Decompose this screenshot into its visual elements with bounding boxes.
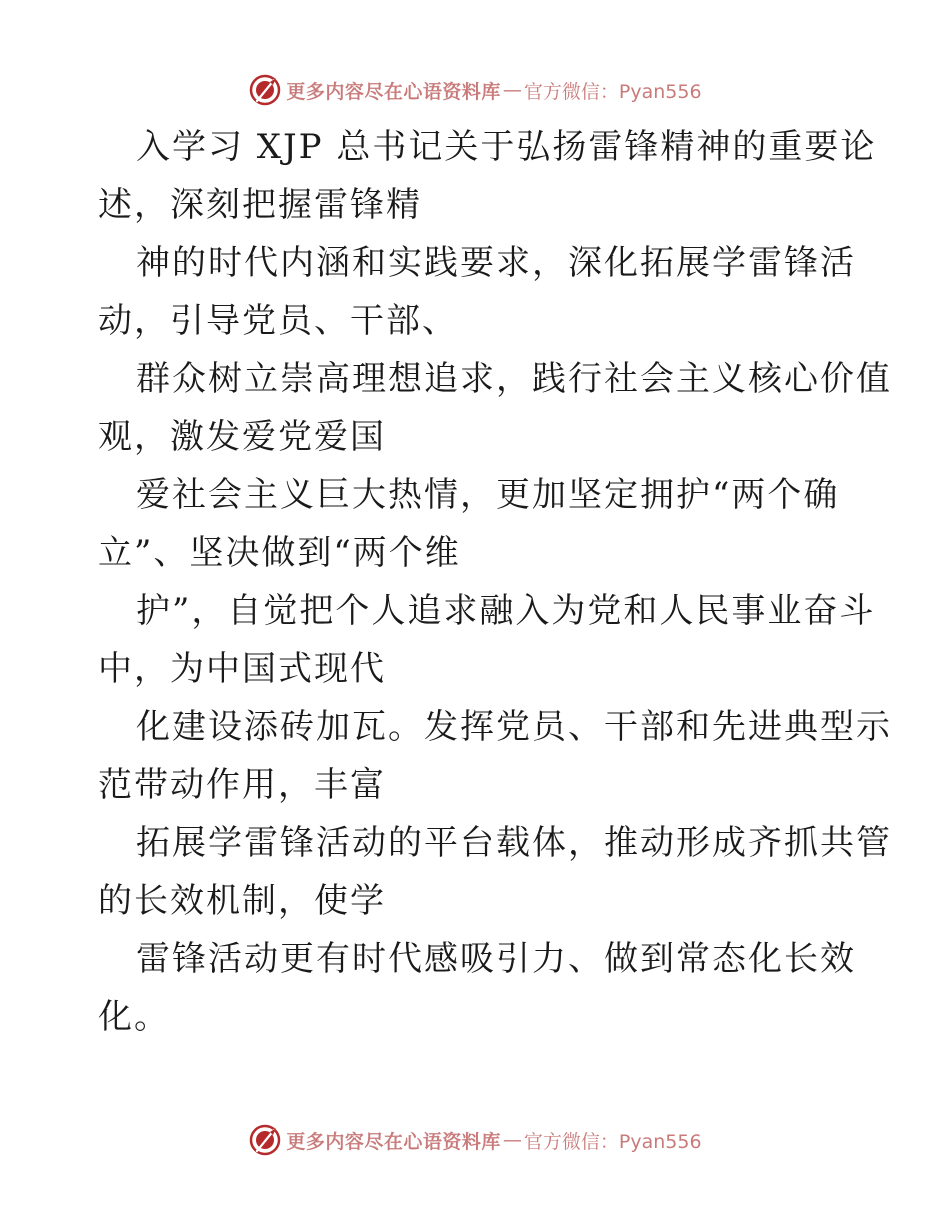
body-line: 神的时代内涵和实践要求，深化拓展学雷锋活 [136,243,856,283]
body-line: 述，深刻把握雷锋精 [98,185,422,225]
header-wechat: 官方微信：Pyan556 [523,80,702,103]
body-line: 动，引导党员、干部、 [98,301,458,341]
body-line: 入学习 XJP 总书记关于弘扬雷锋精神的重要论 [136,127,877,167]
body-line: 观，激发爱党爱国 [98,417,386,457]
body-line: 雷锋活动更有时代感吸引力、做到常态化长效 [136,939,856,979]
document-body [98,118,892,1046]
body-line: 的长效机制，使学 [98,881,386,921]
quill-pen-seal-icon [248,1123,282,1157]
header-dash: — [502,79,522,101]
footer-brand: 更多内容尽在心语资料库 [286,1130,501,1153]
header-brand: 更多内容尽在心语资料库 [286,80,501,103]
footer-banner [0,1120,950,1160]
footer-dash: — [502,1129,522,1151]
footer-wechat: 官方微信：Pyan556 [523,1130,702,1153]
body-line: 拓展学雷锋活动的平台载体，推动形成齐抓共管 [136,823,892,863]
body-line: 范带动作用，丰富 [98,765,386,805]
body-line: 立”、坚决做到“两个维 [98,533,461,573]
body-line: 爱社会主义巨大热情，更加坚定拥护“两个确 [136,475,840,515]
body-line: 化。 [98,997,170,1037]
body-line: 化建设添砖加瓦。发挥党员、干部和先进典型示 [136,707,892,747]
header-banner [0,70,950,110]
body-line: 中，为中国式现代 [98,649,386,689]
quill-pen-seal-icon [248,73,282,107]
body-line: 群众树立崇高理想追求，践行社会主义核心价值 [136,359,892,399]
body-line: 护”，自觉把个人追求融入为党和人民事业奋斗 [136,591,876,631]
